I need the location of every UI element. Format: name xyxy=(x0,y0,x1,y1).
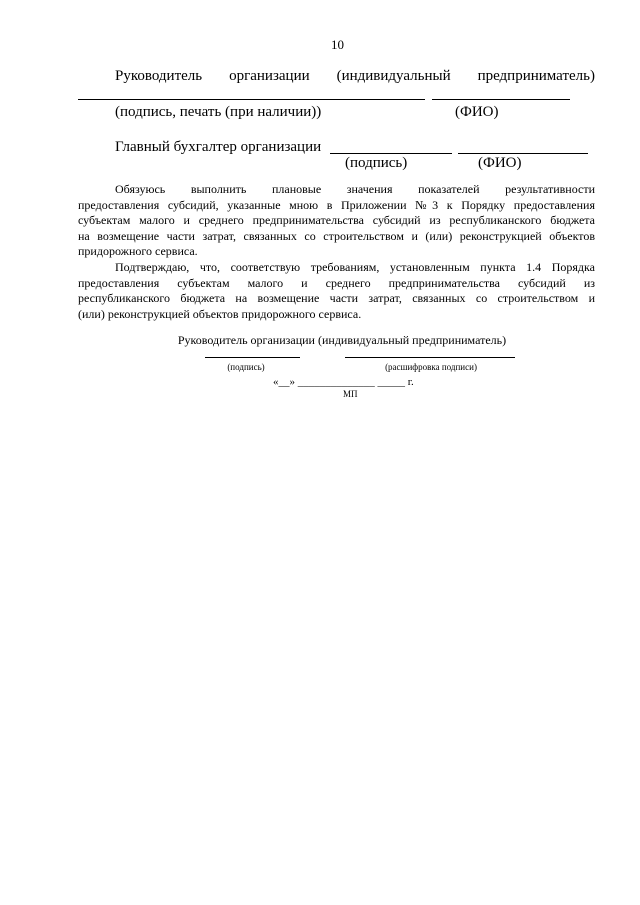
paragraph-line: Подтверждаю, что, соответствую требованиям, установленным пункта 1.4 Порядка xyxy=(115,259,595,274)
accountant-fio-label: (ФИО) xyxy=(478,155,522,171)
head-signature-title: Руководитель организации (индивидуальный предприниматель) xyxy=(115,68,595,84)
paragraph-line: на возмещение части затрат, связанных со строительством и (или) реконструкцией объектов xyxy=(78,228,595,243)
footer-sign-label: (подпись) xyxy=(227,362,265,372)
paragraph-line: предоставления субъектам малого и среднего предпринимательства субсидий из xyxy=(78,275,595,290)
stamp-label: МП xyxy=(343,389,358,399)
head-sign-label: (подпись, печать (при наличии)) xyxy=(115,104,322,120)
head-signature-line xyxy=(78,99,425,100)
accountant-title: Главный бухгалтер организации xyxy=(115,139,322,155)
footer-signature-title: Руководитель организации (индивидуальный предприниматель) xyxy=(177,333,507,347)
paragraph-line: (или) реконструкцией объектов придорожного сервиса. xyxy=(78,306,362,321)
paragraph-line: республиканского бюджета на возмещение части затрат, связанных со строительством и xyxy=(78,291,595,306)
paragraph-line: придорожного сервиса. xyxy=(78,244,198,259)
accountant-fio-line xyxy=(458,153,588,154)
page-number: 10 xyxy=(331,37,344,52)
footer-decode-label: (расшифровка подписи) xyxy=(385,362,477,372)
footer-signature-line xyxy=(205,357,300,358)
footer-decode-line xyxy=(345,357,515,358)
head-fio-line xyxy=(432,99,570,100)
paragraph-line: Обязуюсь выполнить плановые значения показателей результативности xyxy=(115,182,595,196)
accountant-sign-label: (подпись) xyxy=(345,155,408,171)
paragraph-line: предоставления субсидий, указанные мною в Приложении №3 к Порядку предоставления xyxy=(78,197,595,212)
accountant-signature-line xyxy=(330,153,452,154)
date-line: «__» ______________ _____ г. xyxy=(273,376,414,388)
head-fio-label: (ФИО) xyxy=(455,104,499,120)
paragraph-line: субъектам малого и среднего предпринимательства субсидий из республиканского бюджета xyxy=(78,213,595,228)
body-text xyxy=(78,182,595,322)
